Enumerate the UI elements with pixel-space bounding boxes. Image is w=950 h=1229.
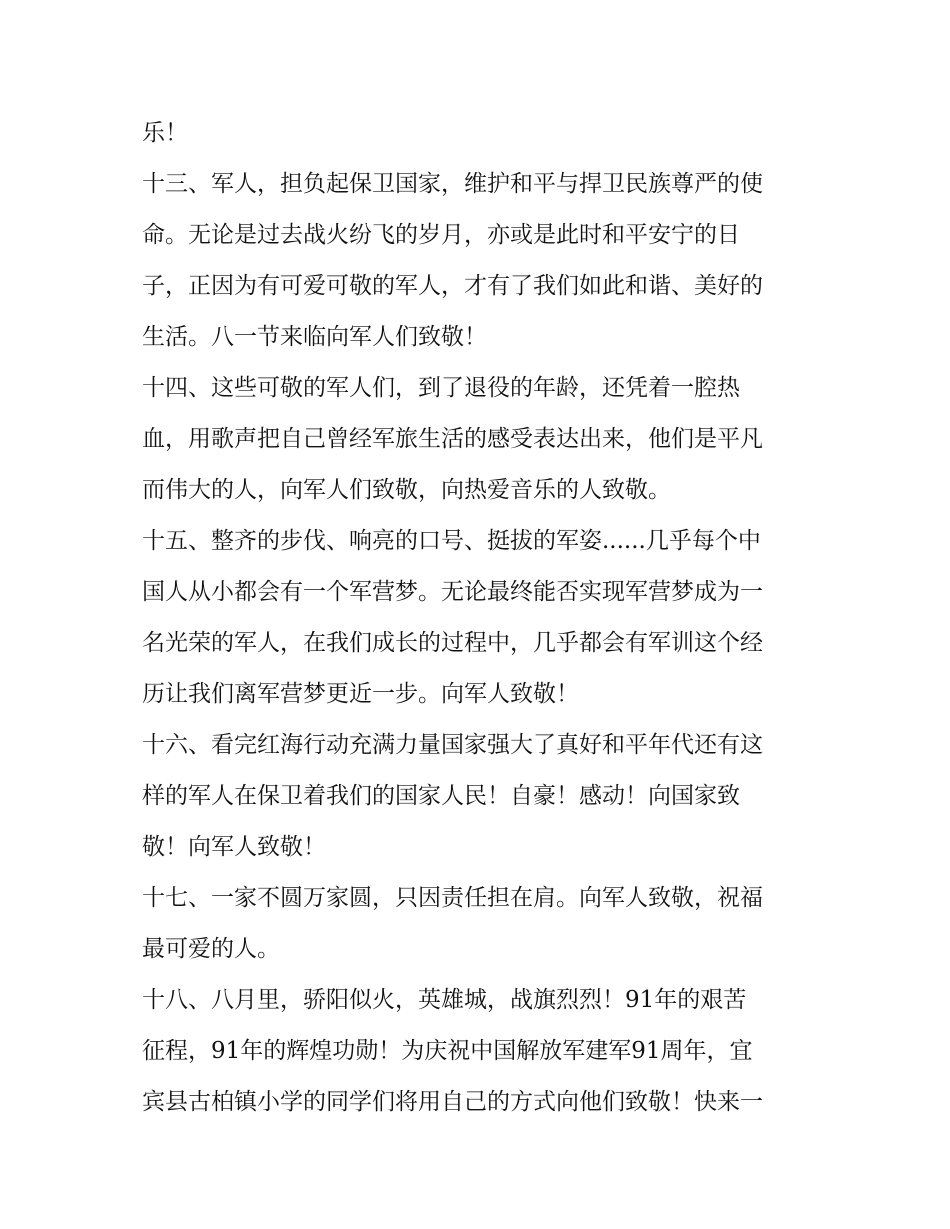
text-line: 十三、军人，担负起保卫国家，维护和平与捍卫民族尊严的使 (142, 171, 763, 197)
text-line: 血，用歌声把自己曾经军旅生活的感受表达出来，他们是平凡 (142, 426, 763, 452)
text-line: 十六、看完红海行动充满力量国家强大了真好和平年代还有这 (142, 732, 763, 758)
text-line: 历让我们离军营梦更近一步。向军人致敬！ (142, 681, 579, 707)
text-line: 乐！ (142, 120, 188, 146)
text-line: 最可爱的人。 (142, 936, 280, 962)
text-line: 而伟大的人，向军人们致敬，向热爱音乐的人致敬。 (142, 477, 671, 503)
document-body (142, 108, 814, 1128)
text-line: 宾县古柏镇小学的同学们将用自己的方式向他们致敬！快来一 (142, 1089, 763, 1115)
text-line: 命。无论是过去战火纷飞的岁月，亦或是此时和平安宁的日 (142, 222, 740, 248)
text-line: 十四、这些可敬的军人们，到了退役的年龄，还凭着一腔热 (142, 375, 740, 401)
text-line: 征程，91年的辉煌功勋！为庆祝中国解放军建军91周年，宜 (142, 1038, 753, 1064)
text-line: 敬！向军人致敬！ (142, 834, 326, 860)
text-line: 生活。八一节来临向军人们致敬！ (142, 324, 487, 350)
text-line: 十七、一家不圆万家圆，只因责任担在肩。向军人致敬，祝福 (142, 885, 763, 911)
text-line: 样的军人在保卫着我们的国家人民！自豪！感动！向国家致 (142, 783, 740, 809)
text-line: 十八、八月里，骄阳似火，英雄城，战旗烈烈！91年的艰苦 (142, 987, 747, 1013)
text-line: 名光荣的军人，在我们成长的过程中，几乎都会有军训这个经 (142, 630, 763, 656)
text-line: 国人从小都会有一个军营梦。无论最终能否实现军营梦成为一 (142, 579, 763, 605)
text-line: 子，正因为有可爱可敬的军人，才有了我们如此和谐、美好的 (142, 273, 763, 299)
text-line: 十五、整齐的步伐、响亮的口号、挺拔的军姿......几乎每个中 (142, 528, 761, 554)
